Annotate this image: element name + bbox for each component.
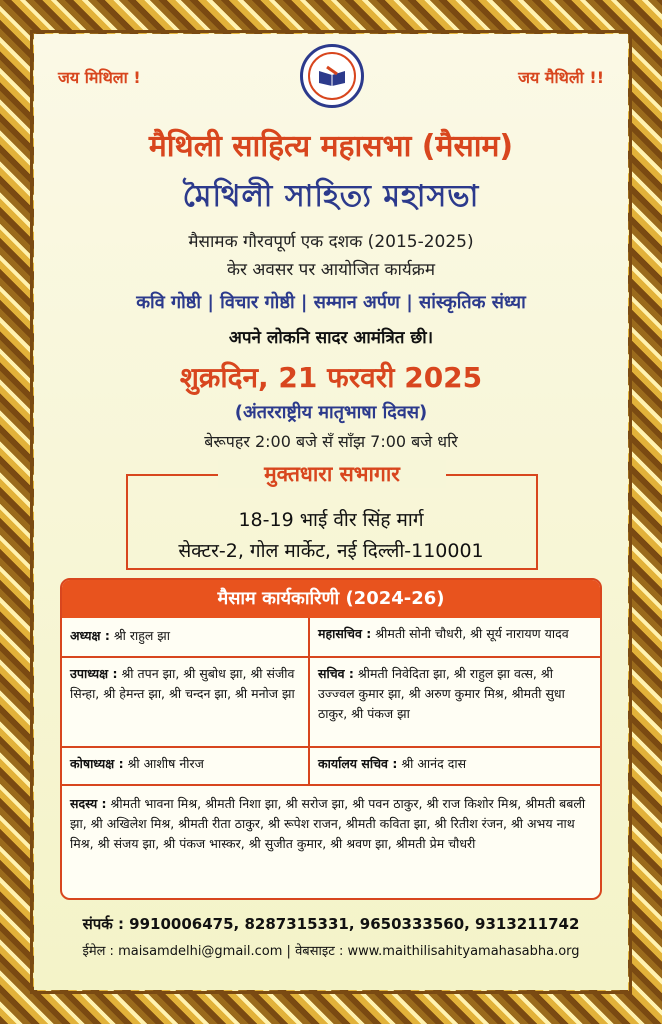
secretary-cell [310,658,600,746]
executive-heading: मैसाम कार्यकारिणी (2024-26) [62,580,600,618]
gen-secretary-cell [310,618,600,656]
program-list: कवि गोष्ठी | विचार गोष्ठी | सम्मान अर्पण | सांस्कृतिक संध्या [136,292,526,313]
president-name: श्री राहुल झा [113,628,170,643]
office-secretary-cell [310,748,600,784]
members-cell [62,788,600,898]
event-date: शुक्रदिन, 21 फरवरी 2025 [179,361,483,394]
contact-numbers: संपर्क : 9910006475, 8287315331, 9650333560, 9313211742 [82,915,580,933]
vice-president-cell [62,658,308,746]
intro-line-2: केर अवसर पर आयोजित कार्यक्रम [226,260,435,280]
secretary-label: सचिव : [318,666,354,681]
page-title: मैथिली साहित्य महासभा (मैसाम) [148,129,514,164]
row-divider [62,784,600,786]
treasurer-label: कोषाध्यक्ष : [70,756,124,771]
vice-president-names: श्री तपन झा, श्री सुबोध झा, श्री संजीव सिन्हा, श्री हेमन्त झा, श्री चन्दन झा, श्री मनोज झा [70,666,295,701]
president-label: अध्यक्ष : [70,628,110,643]
members-label: सदस्य : [70,796,107,811]
logo-emblem [300,44,364,108]
executive-committee-table [60,578,602,900]
left-greeting: जय मिथिला ! [58,68,141,87]
event-time: बेरूपहर 2:00 बजे सँ साँझ 7:00 बजे धरि [204,432,458,451]
president-cell [62,620,308,656]
secretary-names: श्रीमती निवेदिता झा, श्री राहुल झा वत्स, श्री उज्ज्वल कुमार झा, श्री अरुण कुमार मिश्र, श्रीमती सुधा ठाकुर, श्री पंकज झा [318,666,565,721]
venue-address-2: सेक्टर-2, गोल मार्केट, नई दिल्ली-110001 [178,540,484,562]
email-website: ईमेल : maisamdelhi@gmail.com | वेबसाइट : www.maithilisahityamahasabha.org [82,944,580,959]
invitation-text: अपने लोकनि सादर आमंत्रित छी। [228,328,434,348]
treasurer-name: श्री आशीष नीरज [127,756,204,771]
treasurer-cell [62,748,308,784]
title-tirhuta: মৈথিলী সাহিত্য মহাসভা [182,179,480,214]
members-names: श्रीमती भावना मिश्र, श्रीमती निशा झा, श्री सरोज झा, श्री पवन ठाकुर, श्री राज किशोर मिश्र, श्रीमती बबली झा, श्री अखिलेश मिश्र, श्रीमती रीता ठाकुर, श्री रूपेश राजन, श्रीमती कविता झा, श्री रितीश रंजन, श्री अभय नाथ मिश्र, श्री संजय झा, श्री पंकज भास्कर, श्री सुजीत कुमार, श्री श्रवण झा, श्रीमती प्रेम चौधरी [70,796,586,851]
book-icon [308,52,356,100]
right-greeting: जय मैथिली !! [518,68,604,87]
event-occasion: (अंतरराष्ट्रीय मातृभाषा दिवस) [234,402,428,423]
venue-address-1: 18-19 भाई वीर सिंह मार्ग [238,509,424,531]
office-secretary-label: कार्यालय सचिव : [318,756,398,771]
gen-secretary-names: श्रीमती सोनी चौधरी, श्री सूर्य नारायण यादव [375,626,569,641]
vice-president-label: उपाध्यक्ष : [70,666,118,681]
office-secretary-name: श्री आनंद दास [401,756,467,771]
gen-secretary-label: महासचिव : [318,626,372,641]
intro-line-1: मैसामक गौरवपूर्ण एक दशक (2015-2025) [188,232,474,252]
venue-name: मुक्तधारा सभागार [218,460,446,488]
